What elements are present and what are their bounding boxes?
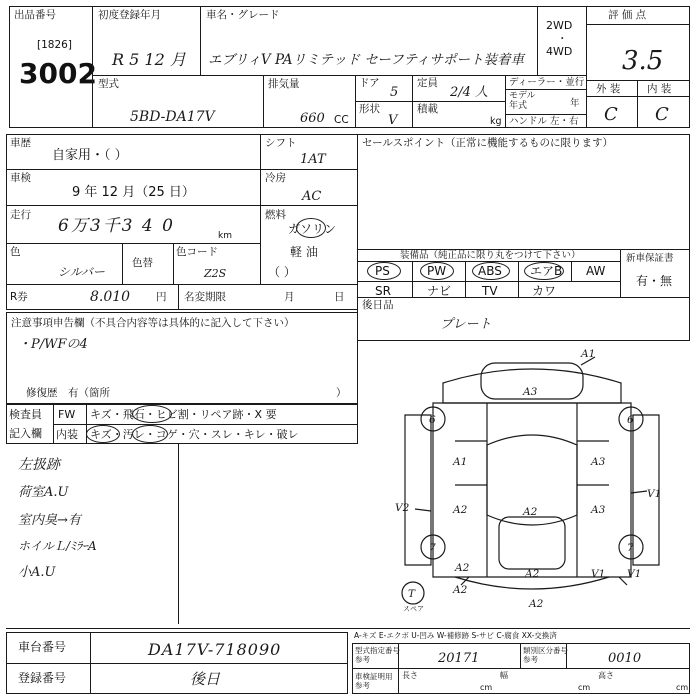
lot-number: 3002 <box>19 57 97 90</box>
yen-unit: 円 <box>156 291 167 303</box>
length-cm: cm <box>480 683 493 692</box>
insp-note-4: ホイルＬ/ﾐﾗｰA <box>18 539 97 553</box>
color-code-value: Z2S <box>204 267 227 280</box>
body-outline <box>433 403 631 577</box>
capacity-label: 定員 <box>417 77 438 89</box>
registration-value: 後日 <box>190 670 221 688</box>
shift-value: 1AT <box>300 152 326 167</box>
interior-label: 内 装 <box>647 83 672 95</box>
mark-a2-left-rear: A2 <box>455 562 470 574</box>
grade-value: 3.5 <box>622 46 664 76</box>
shape-label: 形状 <box>359 103 380 115</box>
equip-aw: AW <box>586 264 606 278</box>
drive-2wd: 2WD <box>546 19 573 32</box>
sales-point-box <box>357 134 690 250</box>
interior-value: C <box>655 104 669 125</box>
mark-a1-left: A1 <box>453 456 468 468</box>
legend-text: A-キズ E-エクボ U-凹み W-補修跡 S-サビ C-腐食 XX-交換済 <box>354 631 557 640</box>
shape-value: V <box>388 113 398 128</box>
usage-value: 自家用・（ ） <box>52 148 128 163</box>
equip-pw: PW <box>427 264 447 278</box>
rear-items-box <box>357 297 690 341</box>
mark-6-left: 6 <box>429 414 436 426</box>
width-label: 幅 <box>500 671 508 680</box>
warranty-label: 新車保証書 <box>626 253 674 264</box>
mark-a2-left: A2 <box>453 504 468 516</box>
repair-close: ） <box>336 387 347 399</box>
sales-point-label: セールスポイント（正常に機能するものに限ります） <box>362 137 614 149</box>
mark-t-spare: T <box>408 588 416 600</box>
mileage-label: 走行 <box>10 209 31 221</box>
mark-7-right: 7 <box>627 542 634 554</box>
mark-v1-right: V1 <box>647 488 662 500</box>
mark-a3-right: A3 <box>591 456 606 468</box>
model-value: 5BD-DA17V <box>130 109 215 125</box>
car-damage-diagram <box>395 345 670 615</box>
length-label: 長さ <box>402 671 418 680</box>
mark-a2-center: A2 <box>523 506 538 518</box>
equip-abs: ABS <box>478 264 502 278</box>
model-label: 型式 <box>98 78 119 90</box>
equip-leather: カワ <box>532 284 557 298</box>
color-value: シルバー <box>58 265 105 279</box>
inspector-label-2: 記入欄 <box>9 427 42 440</box>
lot-label: 出品番号 <box>14 9 56 21</box>
mark-7-left: 7 <box>429 542 436 554</box>
lot-sub: [1826] <box>37 39 72 51</box>
insp-note-2: 荷室A.U <box>18 485 69 500</box>
handle-label: ハンドル 左・右 <box>509 116 579 127</box>
equip-navi: ナビ <box>427 284 452 298</box>
kg-unit: kg <box>490 116 502 127</box>
cc-unit: CC <box>334 114 349 126</box>
repair-label: 修復歴 有（箇所 <box>26 387 110 399</box>
door-lines <box>455 441 609 485</box>
interior-insp-items: キズ・汚レ・コゲ・穴・スレ・キレ・破レ <box>90 428 299 441</box>
insp-note-3: 室内臭→有 <box>18 513 81 528</box>
warranty-value: 有・無 <box>636 274 673 288</box>
rear-items-label: 後日品 <box>362 299 394 311</box>
registration-label: 登録番号 <box>18 671 67 685</box>
color-label: 色 <box>10 246 21 258</box>
dealer-label: ディーラー・並行 <box>509 77 585 88</box>
month-unit: 月 <box>284 291 295 303</box>
inspection-value: 9 年 12 月（25 日） <box>72 185 195 200</box>
recycle-label: R券 <box>10 291 28 303</box>
first-reg-value: R 5 12 月 <box>112 50 186 69</box>
displacement-value: 660 <box>300 111 325 126</box>
circle-ps <box>367 262 401 280</box>
width-cm: cm <box>578 683 591 692</box>
insp-note-1: 左扱跡 <box>18 457 60 473</box>
fuel-other: （ ） <box>268 265 296 279</box>
interior-insp-label: 内装 <box>56 428 78 441</box>
approval-label: 型式指定番号 参考 <box>355 646 400 664</box>
mileage-value: 6万3千3 4 0 <box>58 216 175 236</box>
color-change-label: 色替 <box>132 257 153 269</box>
displacement-label: 排気量 <box>268 78 300 90</box>
doors-value: 5 <box>390 85 399 100</box>
drive-dot: ・ <box>557 33 568 45</box>
fuel-diesel: 軽 油 <box>290 245 318 259</box>
exterior-value: C <box>604 104 618 125</box>
circle-dirt <box>132 425 168 443</box>
spare-label: スペア <box>403 605 424 613</box>
insp-note-5: 小A.U <box>18 565 56 580</box>
height-label: 高さ <box>598 671 614 680</box>
cert-label: 車検証明用 参考 <box>355 672 393 690</box>
notes-value: ・P/WFの4 <box>18 337 88 352</box>
fuel-gas: ガソリン <box>288 222 337 236</box>
mark-v1-rear-right: V1 <box>591 568 606 580</box>
mark-v1-bottom: V1 <box>627 568 642 580</box>
year-unit: 年 <box>570 98 580 109</box>
mark-a2-bumper: A2 <box>529 598 544 610</box>
class-label: 類別区分番号 参考 <box>523 646 568 664</box>
model-year-label: モデル 年式 <box>509 91 536 111</box>
mark-a2-bottom-left: A2 <box>453 584 468 596</box>
inspector-label-1: 検査員 <box>9 408 42 421</box>
circle-pw <box>420 262 454 280</box>
chassis-value: DA17V-718090 <box>148 640 282 659</box>
notes-label: 注意事項申告欄（不具合内容等は具体的に記入して下さい） <box>11 317 295 329</box>
left-side-panel <box>405 415 431 565</box>
ac-value: AC <box>302 189 322 204</box>
rear-items-value: プレート <box>440 317 492 332</box>
mark-v2-left: V2 <box>395 502 410 514</box>
equip-tv: TV <box>482 284 498 298</box>
mark-6-right: 6 <box>627 414 634 426</box>
capacity-value: 2/4 人 <box>450 85 489 100</box>
drive-4wd: 4WD <box>546 45 573 58</box>
circle-abs <box>472 262 510 280</box>
equip-sr: SR <box>375 284 391 298</box>
chassis-label: 車台番号 <box>18 640 67 654</box>
grade-label: 評 価 点 <box>608 9 647 21</box>
mark-a3-right-rear: A3 <box>591 504 606 516</box>
equip-ps: PS <box>375 264 390 278</box>
circle-airbag <box>524 262 564 280</box>
usage-label: 車歴 <box>10 137 31 149</box>
mark-a1-top: A1 <box>581 348 596 360</box>
approval-value: 20171 <box>438 651 480 666</box>
car-name-label: 車名・グレード <box>206 9 280 21</box>
inspection-label: 車検 <box>10 172 31 184</box>
exterior-label: 外 装 <box>596 83 621 95</box>
day-unit: 日 <box>334 291 345 303</box>
shift-label: シフト <box>265 137 297 149</box>
fw-label: FW <box>58 408 76 421</box>
fw-items: キズ・飛石・ヒビ割・リペア跡・X 要 <box>90 408 277 421</box>
recycle-value: 8.010 <box>90 289 131 305</box>
car-name-value: エブリィV PAリミテッド セーフティサポート装着車 <box>208 52 525 68</box>
height-cm: cm <box>676 683 689 692</box>
doors-label: ドア <box>359 77 380 89</box>
fuel-gas-circle <box>296 218 326 238</box>
body-inner-lines <box>487 403 577 577</box>
load-label: 積載 <box>417 103 438 115</box>
circle-scratch <box>86 425 120 443</box>
circle-chip <box>132 405 172 423</box>
equip-airbag: エアB <box>530 264 563 278</box>
fuel-label: 燃料 <box>265 209 286 221</box>
mark-a3-hood: A3 <box>523 386 538 398</box>
equipment-label: 装備品（純正品に限り丸をつけて下さい） <box>400 250 581 261</box>
name-change-label: 名変期限 <box>184 291 226 303</box>
ac-label: 冷房 <box>265 172 286 184</box>
color-code-label: 色コード <box>176 246 218 258</box>
km-unit: km <box>218 231 232 241</box>
class-value: 0010 <box>608 651 642 666</box>
first-reg-label: 初度登録年月 <box>98 9 161 21</box>
mark-a2-rear-center: A2 <box>525 568 540 580</box>
